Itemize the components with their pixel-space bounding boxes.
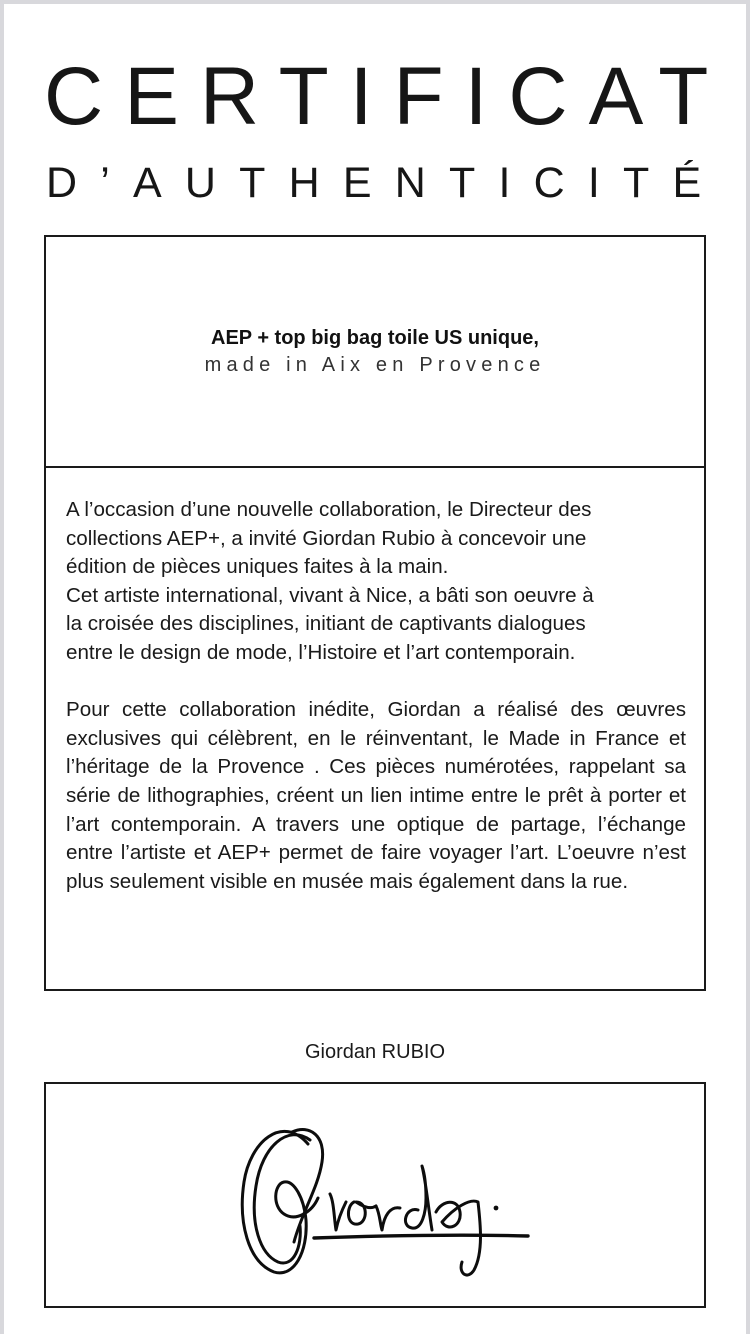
description-line: la croisée des disciplines, initiant de captivants dialogues <box>66 612 586 636</box>
artist-name: Giordan RUBIO <box>304 1041 446 1063</box>
description-line: Cet artiste international, vivant à Nice, a bâti son oeuvre à <box>66 583 594 607</box>
certificate-title: CERTIFICAT <box>44 51 730 142</box>
description-paragraph-2: Pour cette collaboration inédite, Giordan a réalisé des œuvres exclusives qui célèbrent, en le réinventant, le Made in France et l’héritage de la Provence . Ces pièces numérotées, rappelant sa série de lithographies, créent un lien intime entre le prêt à porter et l’art contemporain. A travers une optique de partage, l’échange entre l’artiste et AEP+ permet de faire voyager l’art. L’oeuvre n’est plus seulement visible en musée mais également dans la rue. <box>66 698 686 893</box>
description-line: édition de pièces uniques faites à la main. <box>66 555 449 579</box>
product-box <box>44 235 706 468</box>
signature-box <box>44 1082 706 1308</box>
paragraph-spacer <box>66 668 686 697</box>
description-line: entre le design de mode, l’Histoire et l’art contemporain. <box>66 640 576 664</box>
signature-image <box>222 1102 542 1292</box>
product-name: AEP + top big bag toile US unique, <box>211 327 539 349</box>
description-box <box>44 466 706 991</box>
certificate-subtitle: D’AUTHENTICITÉ <box>46 159 725 207</box>
description-line: collections AEP+, a invité Giordan Rubio à concevoir une <box>66 526 587 550</box>
product-origin: made in Aix en Provence <box>204 354 546 376</box>
description-text <box>66 496 686 896</box>
description-line: A l’occasion d’une nouvelle collaboration, le Directeur des <box>66 498 592 521</box>
